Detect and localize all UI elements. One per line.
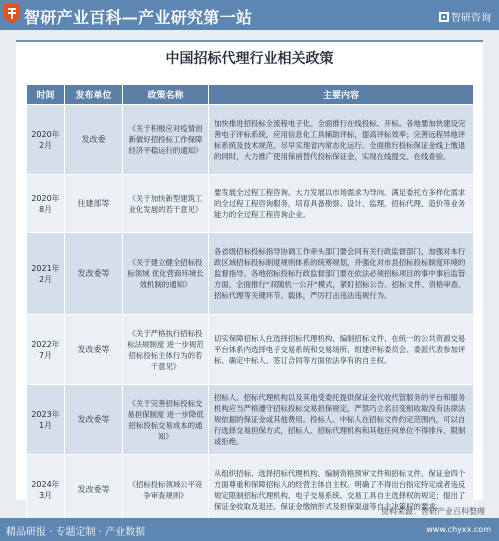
date-year: 2021年: [31, 263, 60, 273]
date-month: 8月: [38, 204, 53, 214]
date-year: 2023年: [31, 409, 60, 419]
date-year: 2020年: [31, 193, 60, 203]
card-title: 中国招标代理行业相关政策: [165, 51, 334, 67]
issuer-cell: 发改委等: [65, 233, 123, 315]
date-year: 2022年: [31, 339, 60, 349]
date-month: 3月: [38, 490, 53, 500]
date-month: 1月: [38, 420, 53, 430]
date-year: 2020年: [31, 129, 60, 139]
policy-content-cell: 从组织招标、选择招标代理机构、编制资格预审文件和招标文件、保证金四个方面尊重和保障招标人的经营主体自主权。明确了不得出台指定特定或者违反规定限制招标代理机构、电子交易系统、交易工具自主选择权的规定；提出了保证金收取及退还、保证金缴纳形式及担保渠道等自主决策权的要求。: [209, 455, 474, 525]
table-row: [27, 105, 474, 175]
issuer-cell: 住建部等: [65, 175, 123, 233]
date-month: 2月: [38, 274, 53, 284]
footer-tagline: 精品研报 · 专题定制 · 产业数据: [6, 527, 146, 538]
policy-card: [16, 40, 483, 511]
date-cell: [27, 105, 65, 175]
issuer-cell: 发改委: [65, 105, 123, 175]
policy-content-cell: 加快推进招投标全流程电子化。全面推行在线投标、开标。各地要加快建设完善电子评标系统，应用信息化工具辅助评标，提高评标效率；完善远程异地评标系统及技术规范，尽早实现省内常态化运行。全面推行投标保证金线上缴退的同时，大力推广使用保函替代投标保证金，实现在线提交、在线查验。: [209, 105, 474, 175]
top-banner: [0, 0, 499, 30]
table-row: [27, 175, 474, 233]
policy-content-cell: 招标人、招标代理机构以及其他受委托提供保证金代收代管服务的平台和服务机构应当严格遵守招标投标交易担保规定，严禁巧立名目变相收取没有法律法规依据的保证金或其他费用。投标人、中标人在招标文件约定范围内，可以自行选择交易担保方式，招标人、招标代理机构和其他任何单位不得排斥、限制或拒绝。: [209, 385, 474, 455]
column-header: 主要内容: [209, 85, 474, 105]
policy-content-cell: 各省级招标投标指导协调工作牵头部门要会同有关行政监督部门，加强对本行政区域招标投标制度规则体系的统筹规划，并强化对市县招标投标制度环境的监督指导。各地招标投标行政监督部门要在依法必须招标项目的事中事后监管方面，全面推行“双随机一公开”模式，紧盯招标公告、招标文件、资格审查、招标代理等关键环节、载体，严厉打击违法违规行为。: [209, 233, 474, 315]
date-cell: [27, 315, 65, 385]
brand-logo[interactable]: [439, 9, 491, 24]
date-cell: [27, 175, 65, 233]
site-logo-icon: [3, 3, 21, 25]
date-month: 2月: [38, 140, 53, 150]
column-header: 政策名称: [123, 85, 209, 105]
table-row: [27, 385, 474, 455]
table-header-row: [27, 85, 474, 105]
column-header: 时间: [27, 85, 65, 105]
policy-name-cell: 《关于加快新型建筑工业化发展的若干意见》: [123, 175, 209, 233]
date-cell: [27, 455, 65, 525]
brand-mark-icon: [439, 12, 449, 22]
table-row: [27, 315, 474, 385]
site-title: 智研产业百科—产业研究第一站: [24, 8, 253, 27]
issuer-cell: 发改委等: [65, 315, 123, 385]
date-month: 7月: [38, 350, 53, 360]
footer-url-link[interactable]: www.chyxx.com: [426, 525, 491, 534]
issuer-cell: 发改委等: [65, 385, 123, 455]
issuer-cell: 发改委等: [65, 455, 123, 525]
footer-banner: [0, 518, 499, 541]
policy-content-cell: 要发展全过程工程咨询。大力发展以市场需求为导向、满足委托方多样化需求的全过程工程咨询服务，培育具备勘察、设计、监理、招标代理、造价等业务能力的全过程工程咨询企业。: [209, 175, 474, 233]
policy-name-cell: 《招标投标领域公平竞争审查规则》: [123, 455, 209, 525]
brand-name: 智研咨询: [451, 13, 491, 24]
date-cell: [27, 233, 65, 315]
date-cell: [27, 385, 65, 455]
policy-name-cell: 《关于建立健全招标投标领域 优化营商环境长效机制的通知》: [123, 233, 209, 315]
policy-name-cell: 《关于严格执行招标投标法规制度 进一步规范招标投标主体行为的若干意见》: [123, 315, 209, 385]
source-note: 资料来源：智研产业百科整理: [381, 507, 485, 516]
table-row: [27, 233, 474, 315]
policy-table: [26, 84, 474, 525]
policy-content-cell: 切实保障招标人在选择招标代理机构、编制招标文件、在统一的公共资源交易平台体系内选择电子交易系统和交易场所、组建评标委员会、委派代表参加评标、确定中标人、签订合同等方面依法享有的自主权。: [209, 315, 474, 385]
policy-name-cell: 《关于完善招标投标交易担保制度 进一步降低招标投标交易成本的通知》: [123, 385, 209, 455]
column-header: 发布单位: [65, 85, 123, 105]
policy-name-cell: 《关于积极应对疫情创新做好招投标工作保障经济平稳运行的通知》: [123, 105, 209, 175]
date-year: 2024年: [31, 479, 60, 489]
